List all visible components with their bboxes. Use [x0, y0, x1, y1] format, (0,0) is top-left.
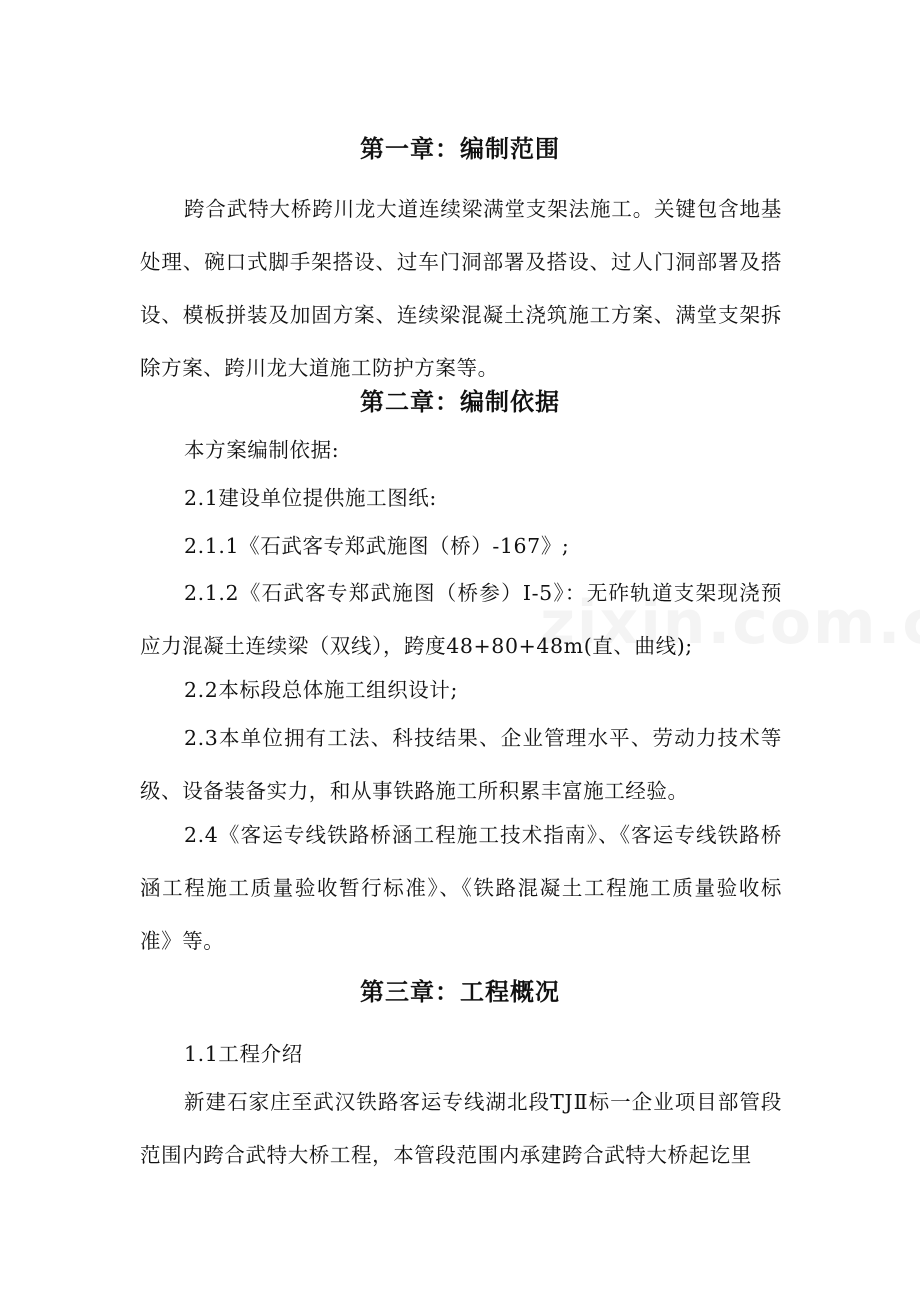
- basis-item-2-1: 2.1建设单位提供施工图纸:: [184, 486, 437, 510]
- section-1-1-title: 1.1工程介绍: [184, 1042, 303, 1066]
- chapter-2-title: 第二章：编制依据: [360, 388, 560, 416]
- project-intro-paragraph: 新建石家庄至武汉铁路客运专线湖北段TJⅡ标一企业项目部管段范围内跨合武特大桥工程，本管段范围内承建跨合武特大桥起讫里: [140, 1090, 782, 1167]
- watermark: [540, 588, 920, 658]
- chapter-1-title: 第一章：编制范围: [360, 135, 560, 163]
- basis-item-2-1-2: 2.1.2《石武客专郑武施图（桥参）I-5》：无砟轨道支架现浇预应力混凝土连续梁（双线），跨度48+80+48m(直、曲线);: [140, 581, 782, 658]
- chapter-3-title: 第三章：工程概况: [360, 978, 560, 1006]
- chapter-1-paragraph: 跨合武特大桥跨川龙大道连续梁满堂支架法施工。关键包含地基处理、碗口式脚手架搭设、过车门洞部署及搭设、过人门洞部署及搭设、模板拼装及加固方案、连续梁混凝土浇筑施工方案、满堂支架拆除方案、跨川龙大道施工防护方案等。: [140, 197, 782, 380]
- basis-item-2-2: 2.2本标段总体施工组织设计;: [184, 678, 459, 702]
- basis-item-2-1-1: 2.1.1《石武客专郑武施图（桥）-167》;: [184, 534, 570, 558]
- basis-item-2-4: 2.4《客运专线铁路桥涵工程施工技术指南》、《客运专线铁路桥涵工程施工质量验收暂行标准》、《铁路混凝土工程施工质量验收标准》等。: [140, 823, 782, 953]
- basis-intro: 本方案编制依据:: [184, 438, 340, 462]
- basis-item-2-3: 2.3本单位拥有工法、科技结果、企业管理水平、劳动力技术等级、设备装备实力，和从事铁路施工所积累丰富施工经验。: [140, 726, 782, 803]
